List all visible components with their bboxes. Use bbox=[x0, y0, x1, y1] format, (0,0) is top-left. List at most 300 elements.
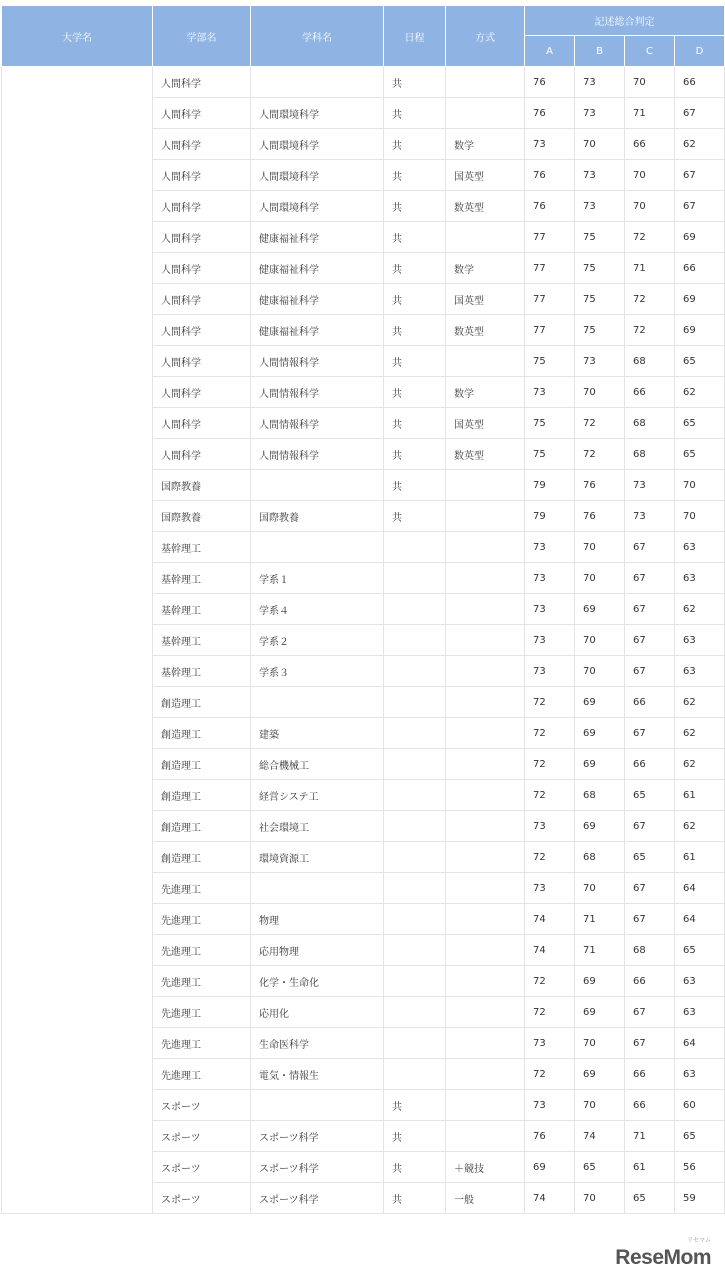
cell-schedule bbox=[384, 904, 446, 935]
cell-a: 73 bbox=[525, 656, 575, 687]
cell-faculty: 人間科学 bbox=[153, 253, 251, 284]
cell-faculty: スポーツ bbox=[153, 1152, 251, 1183]
cell-c: 65 bbox=[625, 1183, 675, 1214]
cell-c: 67 bbox=[625, 563, 675, 594]
cell-method bbox=[446, 687, 525, 718]
cell-department: 健康福祉科学 bbox=[251, 284, 384, 315]
cell-method: 国英型 bbox=[446, 408, 525, 439]
cell-schedule: 共 bbox=[384, 315, 446, 346]
cell-faculty: 基幹理工 bbox=[153, 563, 251, 594]
resemom-logo: ReseMom bbox=[615, 1246, 711, 1269]
cell-d: 62 bbox=[675, 377, 725, 408]
cell-department bbox=[251, 1090, 384, 1121]
cell-c: 61 bbox=[625, 1152, 675, 1183]
cell-b: 70 bbox=[575, 656, 625, 687]
cell-faculty: スポーツ bbox=[153, 1183, 251, 1214]
cell-schedule: 共 bbox=[384, 191, 446, 222]
cell-method bbox=[446, 811, 525, 842]
cell-faculty: 先進理工 bbox=[153, 966, 251, 997]
cell-department: 人間環境科学 bbox=[251, 191, 384, 222]
logo-reading: リセマム bbox=[687, 1237, 711, 1244]
cell-d: 66 bbox=[675, 253, 725, 284]
cell-schedule: 共 bbox=[384, 1183, 446, 1214]
cell-a: 72 bbox=[525, 687, 575, 718]
cell-department: 化学・生命化 bbox=[251, 966, 384, 997]
cell-b: 70 bbox=[575, 563, 625, 594]
cell-a: 77 bbox=[525, 284, 575, 315]
cell-c: 66 bbox=[625, 1059, 675, 1090]
table-row bbox=[2, 67, 725, 98]
cell-d: 65 bbox=[675, 346, 725, 377]
cell-b: 69 bbox=[575, 718, 625, 749]
cell-schedule: 共 bbox=[384, 98, 446, 129]
cell-b: 75 bbox=[575, 222, 625, 253]
cell-b: 69 bbox=[575, 997, 625, 1028]
cell-c: 68 bbox=[625, 439, 675, 470]
cell-method bbox=[446, 470, 525, 501]
cell-c: 68 bbox=[625, 408, 675, 439]
cell-a: 73 bbox=[525, 873, 575, 904]
cell-b: 71 bbox=[575, 935, 625, 966]
cell-b: 70 bbox=[575, 625, 625, 656]
cell-d: 69 bbox=[675, 315, 725, 346]
cell-schedule bbox=[384, 811, 446, 842]
cell-a: 72 bbox=[525, 997, 575, 1028]
cell-faculty: 創造理工 bbox=[153, 842, 251, 873]
cell-department: 学系１ bbox=[251, 563, 384, 594]
cell-d: 65 bbox=[675, 1121, 725, 1152]
cell-schedule: 共 bbox=[384, 439, 446, 470]
cell-a: 73 bbox=[525, 532, 575, 563]
cell-faculty: 人間科学 bbox=[153, 284, 251, 315]
cell-faculty: 人間科学 bbox=[153, 160, 251, 191]
cell-c: 67 bbox=[625, 811, 675, 842]
cell-method bbox=[446, 1121, 525, 1152]
cell-d: 69 bbox=[675, 222, 725, 253]
cell-c: 71 bbox=[625, 253, 675, 284]
cell-schedule: 共 bbox=[384, 129, 446, 160]
cell-a: 74 bbox=[525, 1183, 575, 1214]
cell-b: 76 bbox=[575, 501, 625, 532]
cell-c: 65 bbox=[625, 780, 675, 811]
cell-schedule bbox=[384, 780, 446, 811]
cell-a: 73 bbox=[525, 594, 575, 625]
cell-a: 73 bbox=[525, 377, 575, 408]
cell-schedule bbox=[384, 563, 446, 594]
cell-department: 人間情報科学 bbox=[251, 439, 384, 470]
cell-c: 65 bbox=[625, 842, 675, 873]
cell-d: 67 bbox=[675, 160, 725, 191]
cell-a: 69 bbox=[525, 1152, 575, 1183]
cell-d: 64 bbox=[675, 873, 725, 904]
cell-a: 76 bbox=[525, 160, 575, 191]
cell-d: 65 bbox=[675, 935, 725, 966]
cell-method bbox=[446, 935, 525, 966]
cell-faculty: スポーツ bbox=[153, 1090, 251, 1121]
cell-faculty: 先進理工 bbox=[153, 873, 251, 904]
cell-c: 73 bbox=[625, 501, 675, 532]
cell-method bbox=[446, 718, 525, 749]
cell-d: 64 bbox=[675, 904, 725, 935]
cell-faculty: 創造理工 bbox=[153, 749, 251, 780]
cell-d: 66 bbox=[675, 67, 725, 98]
cell-department: スポーツ科学 bbox=[251, 1121, 384, 1152]
cell-department: 環境資源工 bbox=[251, 842, 384, 873]
cell-department: 社会環境工 bbox=[251, 811, 384, 842]
cell-department: 学系３ bbox=[251, 656, 384, 687]
cell-c: 67 bbox=[625, 904, 675, 935]
cell-method bbox=[446, 222, 525, 253]
cell-c: 66 bbox=[625, 687, 675, 718]
cell-department: 人間環境科学 bbox=[251, 98, 384, 129]
cell-a: 77 bbox=[525, 315, 575, 346]
cell-b: 73 bbox=[575, 160, 625, 191]
cell-b: 75 bbox=[575, 253, 625, 284]
cell-b: 70 bbox=[575, 1183, 625, 1214]
cell-method: 数英型 bbox=[446, 191, 525, 222]
cell-method bbox=[446, 780, 525, 811]
cell-d: 62 bbox=[675, 749, 725, 780]
cell-faculty: 人間科学 bbox=[153, 191, 251, 222]
cell-schedule: 共 bbox=[384, 284, 446, 315]
cell-d: 62 bbox=[675, 811, 725, 842]
cell-c: 73 bbox=[625, 470, 675, 501]
cell-a: 76 bbox=[525, 1121, 575, 1152]
cell-schedule: 共 bbox=[384, 408, 446, 439]
cell-faculty: 国際教養 bbox=[153, 501, 251, 532]
cell-department: 国際教養 bbox=[251, 501, 384, 532]
cell-faculty: 基幹理工 bbox=[153, 594, 251, 625]
cell-schedule: 共 bbox=[384, 501, 446, 532]
cell-d: 60 bbox=[675, 1090, 725, 1121]
cell-schedule: 共 bbox=[384, 222, 446, 253]
cell-b: 72 bbox=[575, 439, 625, 470]
cell-method bbox=[446, 749, 525, 780]
cell-d: 67 bbox=[675, 98, 725, 129]
cell-method bbox=[446, 625, 525, 656]
cell-d: 63 bbox=[675, 532, 725, 563]
cell-department bbox=[251, 687, 384, 718]
cell-d: 62 bbox=[675, 687, 725, 718]
cell-department: 物理 bbox=[251, 904, 384, 935]
cell-c: 66 bbox=[625, 966, 675, 997]
header-method: 方式 bbox=[446, 6, 525, 67]
cell-schedule bbox=[384, 1028, 446, 1059]
cell-b: 76 bbox=[575, 470, 625, 501]
cell-schedule bbox=[384, 842, 446, 873]
cell-d: 70 bbox=[675, 501, 725, 532]
cell-schedule: 共 bbox=[384, 377, 446, 408]
cell-b: 68 bbox=[575, 780, 625, 811]
cell-department: 学系２ bbox=[251, 625, 384, 656]
cell-d: 62 bbox=[675, 718, 725, 749]
cell-c: 68 bbox=[625, 935, 675, 966]
cell-method bbox=[446, 966, 525, 997]
cell-method: 数学 bbox=[446, 253, 525, 284]
cell-department: 生命医科学 bbox=[251, 1028, 384, 1059]
header-grade-d: D bbox=[675, 36, 725, 67]
cell-method: 国英型 bbox=[446, 284, 525, 315]
cell-faculty: 人間科学 bbox=[153, 439, 251, 470]
cell-b: 73 bbox=[575, 98, 625, 129]
cell-faculty: 人間科学 bbox=[153, 67, 251, 98]
cell-faculty: 先進理工 bbox=[153, 1059, 251, 1090]
cell-b: 65 bbox=[575, 1152, 625, 1183]
cell-a: 73 bbox=[525, 1028, 575, 1059]
cell-c: 66 bbox=[625, 377, 675, 408]
cell-department bbox=[251, 67, 384, 98]
cell-a: 77 bbox=[525, 222, 575, 253]
cell-method bbox=[446, 501, 525, 532]
cell-a: 75 bbox=[525, 439, 575, 470]
cell-method: 数学 bbox=[446, 129, 525, 160]
cell-a: 72 bbox=[525, 1059, 575, 1090]
cell-d: 65 bbox=[675, 408, 725, 439]
cell-faculty: 国際教養 bbox=[153, 470, 251, 501]
cell-schedule bbox=[384, 749, 446, 780]
cell-d: 62 bbox=[675, 129, 725, 160]
cell-schedule: 共 bbox=[384, 470, 446, 501]
cell-schedule bbox=[384, 873, 446, 904]
cell-schedule bbox=[384, 687, 446, 718]
cell-department: 応用物理 bbox=[251, 935, 384, 966]
judgement-table bbox=[1, 5, 725, 1214]
cell-c: 67 bbox=[625, 594, 675, 625]
cell-method bbox=[446, 842, 525, 873]
cell-schedule bbox=[384, 997, 446, 1028]
header-judgement: 記述総合判定 bbox=[525, 6, 725, 36]
cell-schedule: 共 bbox=[384, 1121, 446, 1152]
table-header bbox=[2, 6, 725, 67]
cell-schedule bbox=[384, 625, 446, 656]
cell-faculty: 先進理工 bbox=[153, 997, 251, 1028]
cell-c: 66 bbox=[625, 749, 675, 780]
cell-c: 67 bbox=[625, 1028, 675, 1059]
cell-department: 学系４ bbox=[251, 594, 384, 625]
header-schedule: 日程 bbox=[384, 6, 446, 67]
cell-faculty: 創造理工 bbox=[153, 811, 251, 842]
cell-department: スポーツ科学 bbox=[251, 1183, 384, 1214]
cell-method: ＋競技 bbox=[446, 1152, 525, 1183]
cell-schedule: 共 bbox=[384, 346, 446, 377]
cell-d: 61 bbox=[675, 842, 725, 873]
cell-d: 56 bbox=[675, 1152, 725, 1183]
cell-department: 健康福祉科学 bbox=[251, 253, 384, 284]
cell-a: 73 bbox=[525, 811, 575, 842]
cell-faculty: 人間科学 bbox=[153, 315, 251, 346]
cell-d: 59 bbox=[675, 1183, 725, 1214]
cell-method bbox=[446, 563, 525, 594]
cell-c: 67 bbox=[625, 718, 675, 749]
cell-a: 79 bbox=[525, 470, 575, 501]
cell-d: 65 bbox=[675, 439, 725, 470]
cell-faculty: スポーツ bbox=[153, 1121, 251, 1152]
cell-method bbox=[446, 904, 525, 935]
cell-c: 67 bbox=[625, 873, 675, 904]
cell-department: 人間情報科学 bbox=[251, 377, 384, 408]
cell-schedule bbox=[384, 656, 446, 687]
cell-c: 70 bbox=[625, 160, 675, 191]
cell-schedule: 共 bbox=[384, 253, 446, 284]
cell-a: 72 bbox=[525, 780, 575, 811]
cell-b: 69 bbox=[575, 1059, 625, 1090]
cell-a: 72 bbox=[525, 749, 575, 780]
cell-b: 73 bbox=[575, 67, 625, 98]
cell-department: 人間環境科学 bbox=[251, 160, 384, 191]
cell-a: 72 bbox=[525, 966, 575, 997]
cell-b: 71 bbox=[575, 904, 625, 935]
cell-department: 健康福祉科学 bbox=[251, 315, 384, 346]
cell-a: 76 bbox=[525, 67, 575, 98]
cell-department: 経営システ工 bbox=[251, 780, 384, 811]
cell-c: 66 bbox=[625, 129, 675, 160]
cell-b: 75 bbox=[575, 315, 625, 346]
cell-faculty: 先進理工 bbox=[153, 904, 251, 935]
cell-b: 68 bbox=[575, 842, 625, 873]
cell-schedule bbox=[384, 935, 446, 966]
cell-b: 74 bbox=[575, 1121, 625, 1152]
cell-d: 69 bbox=[675, 284, 725, 315]
cell-b: 69 bbox=[575, 687, 625, 718]
cell-d: 63 bbox=[675, 997, 725, 1028]
cell-faculty: 基幹理工 bbox=[153, 625, 251, 656]
header-university: 大学名 bbox=[2, 6, 153, 67]
cell-a: 77 bbox=[525, 253, 575, 284]
cell-faculty: 人間科学 bbox=[153, 408, 251, 439]
cell-faculty: 創造理工 bbox=[153, 687, 251, 718]
cell-a: 73 bbox=[525, 129, 575, 160]
cell-c: 72 bbox=[625, 222, 675, 253]
cell-a: 72 bbox=[525, 842, 575, 873]
cell-faculty: 人間科学 bbox=[153, 377, 251, 408]
cell-schedule bbox=[384, 532, 446, 563]
cell-faculty: 先進理工 bbox=[153, 1028, 251, 1059]
cell-method: 数学 bbox=[446, 377, 525, 408]
cell-b: 73 bbox=[575, 346, 625, 377]
cell-b: 69 bbox=[575, 966, 625, 997]
cell-method bbox=[446, 997, 525, 1028]
cell-c: 68 bbox=[625, 346, 675, 377]
cell-c: 71 bbox=[625, 98, 675, 129]
cell-department: 人間環境科学 bbox=[251, 129, 384, 160]
cell-b: 70 bbox=[575, 873, 625, 904]
cell-faculty: 人間科学 bbox=[153, 129, 251, 160]
cell-b: 70 bbox=[575, 1090, 625, 1121]
cell-method bbox=[446, 594, 525, 625]
cell-faculty: 創造理工 bbox=[153, 718, 251, 749]
cell-c: 67 bbox=[625, 625, 675, 656]
cell-method: 国英型 bbox=[446, 160, 525, 191]
cell-b: 73 bbox=[575, 191, 625, 222]
cell-a: 75 bbox=[525, 408, 575, 439]
cell-method bbox=[446, 1028, 525, 1059]
cell-method bbox=[446, 98, 525, 129]
cell-department bbox=[251, 470, 384, 501]
header-grade-a: A bbox=[525, 36, 575, 67]
cell-d: 63 bbox=[675, 563, 725, 594]
cell-method bbox=[446, 346, 525, 377]
cell-b: 70 bbox=[575, 532, 625, 563]
cell-a: 76 bbox=[525, 191, 575, 222]
cell-faculty: 基幹理工 bbox=[153, 532, 251, 563]
cell-schedule: 共 bbox=[384, 67, 446, 98]
cell-method bbox=[446, 1090, 525, 1121]
cell-department: スポーツ科学 bbox=[251, 1152, 384, 1183]
cell-a: 74 bbox=[525, 935, 575, 966]
cell-c: 72 bbox=[625, 284, 675, 315]
cell-a: 73 bbox=[525, 625, 575, 656]
cell-d: 62 bbox=[675, 594, 725, 625]
table-body bbox=[2, 67, 725, 1214]
cell-schedule bbox=[384, 718, 446, 749]
cell-method bbox=[446, 1059, 525, 1090]
cell-method: 数英型 bbox=[446, 439, 525, 470]
cell-c: 70 bbox=[625, 67, 675, 98]
cell-faculty: 基幹理工 bbox=[153, 656, 251, 687]
cell-department: 電気・情報生 bbox=[251, 1059, 384, 1090]
cell-c: 70 bbox=[625, 191, 675, 222]
cell-department: 人間情報科学 bbox=[251, 346, 384, 377]
cell-faculty: 人間科学 bbox=[153, 98, 251, 129]
cell-d: 63 bbox=[675, 966, 725, 997]
cell-b: 75 bbox=[575, 284, 625, 315]
cell-faculty: 先進理工 bbox=[153, 935, 251, 966]
cell-faculty: 人間科学 bbox=[153, 346, 251, 377]
cell-b: 69 bbox=[575, 594, 625, 625]
cell-schedule: 共 bbox=[384, 160, 446, 191]
cell-a: 73 bbox=[525, 1090, 575, 1121]
cell-schedule bbox=[384, 966, 446, 997]
cell-d: 67 bbox=[675, 191, 725, 222]
header-faculty: 学部名 bbox=[153, 6, 251, 67]
cell-b: 69 bbox=[575, 749, 625, 780]
cell-d: 70 bbox=[675, 470, 725, 501]
cell-method bbox=[446, 873, 525, 904]
cell-department: 建築 bbox=[251, 718, 384, 749]
cell-a: 74 bbox=[525, 904, 575, 935]
header-department: 学科名 bbox=[251, 6, 384, 67]
cell-c: 67 bbox=[625, 997, 675, 1028]
cell-a: 75 bbox=[525, 346, 575, 377]
cell-b: 70 bbox=[575, 377, 625, 408]
cell-faculty: 創造理工 bbox=[153, 780, 251, 811]
cell-d: 61 bbox=[675, 780, 725, 811]
cell-method bbox=[446, 656, 525, 687]
cell-a: 73 bbox=[525, 563, 575, 594]
cell-department: 総合機械工 bbox=[251, 749, 384, 780]
cell-department bbox=[251, 873, 384, 904]
cell-c: 72 bbox=[625, 315, 675, 346]
cell-method bbox=[446, 532, 525, 563]
cell-schedule bbox=[384, 594, 446, 625]
cell-method: 数英型 bbox=[446, 315, 525, 346]
cell-c: 71 bbox=[625, 1121, 675, 1152]
cell-c: 67 bbox=[625, 656, 675, 687]
cell-b: 72 bbox=[575, 408, 625, 439]
cell-d: 63 bbox=[675, 625, 725, 656]
cell-schedule: 共 bbox=[384, 1090, 446, 1121]
cell-d: 63 bbox=[675, 1059, 725, 1090]
cell-schedule: 共 bbox=[384, 1152, 446, 1183]
cell-a: 76 bbox=[525, 98, 575, 129]
cell-department: 健康福祉科学 bbox=[251, 222, 384, 253]
cell-a: 79 bbox=[525, 501, 575, 532]
cell-d: 63 bbox=[675, 656, 725, 687]
cell-department: 人間情報科学 bbox=[251, 408, 384, 439]
header-grade-c: C bbox=[625, 36, 675, 67]
cell-department bbox=[251, 532, 384, 563]
cell-schedule bbox=[384, 1059, 446, 1090]
